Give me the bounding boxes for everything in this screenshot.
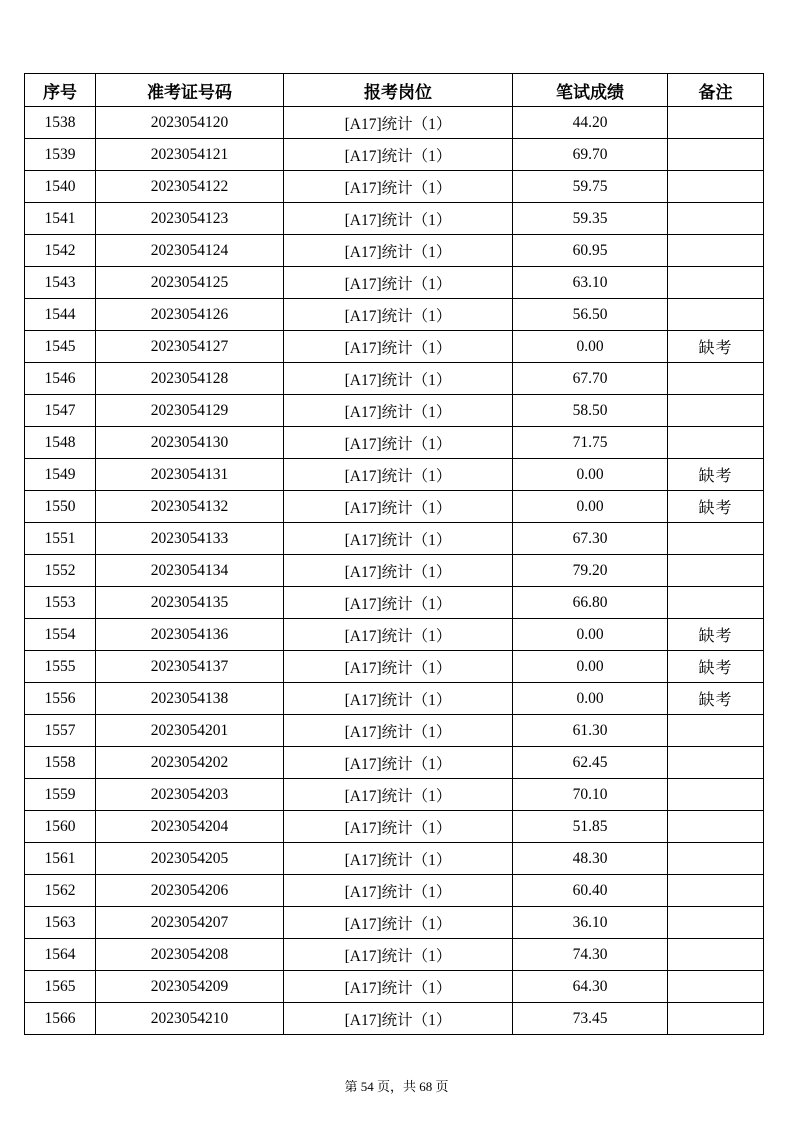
remarks-cell xyxy=(668,299,764,331)
remarks-cell xyxy=(668,107,764,139)
table-row xyxy=(25,651,764,683)
table-row xyxy=(25,555,764,587)
admission-ticket-cell: 2023054135 xyxy=(96,587,284,619)
table-row xyxy=(25,491,764,523)
table-row xyxy=(25,907,764,939)
score-cell: 0.00 xyxy=(513,651,668,683)
score-cell: 60.95 xyxy=(513,235,668,267)
remarks-cell: 缺考 xyxy=(668,619,764,651)
score-cell: 56.50 xyxy=(513,299,668,331)
serial-number-cell: 1550 xyxy=(25,491,96,523)
table-row xyxy=(25,779,764,811)
remarks-cell xyxy=(668,779,764,811)
admission-ticket-cell: 2023054121 xyxy=(96,139,284,171)
remarks-cell xyxy=(668,971,764,1003)
admission-ticket-cell: 2023054210 xyxy=(96,1003,284,1035)
admission-ticket-cell: 2023054128 xyxy=(96,363,284,395)
table-row xyxy=(25,747,764,779)
table-row xyxy=(25,363,764,395)
remarks-cell xyxy=(668,555,764,587)
remarks-cell: 缺考 xyxy=(668,459,764,491)
position-cell: [A17]统计（1） xyxy=(284,171,513,203)
remarks-cell xyxy=(668,1003,764,1035)
position-cell: [A17]统计（1） xyxy=(284,459,513,491)
table-header-row xyxy=(25,74,764,107)
score-cell: 48.30 xyxy=(513,843,668,875)
admission-ticket-cell: 2023054206 xyxy=(96,875,284,907)
score-cell: 71.75 xyxy=(513,427,668,459)
serial-number-cell: 1538 xyxy=(25,107,96,139)
remarks-cell: 缺考 xyxy=(668,331,764,363)
position-cell: [A17]统计（1） xyxy=(284,203,513,235)
admission-ticket-cell: 2023054129 xyxy=(96,395,284,427)
position-cell: [A17]统计（1） xyxy=(284,683,513,715)
serial-number-cell: 1557 xyxy=(25,715,96,747)
admission-ticket-cell: 2023054205 xyxy=(96,843,284,875)
score-cell: 58.50 xyxy=(513,395,668,427)
score-table-container xyxy=(24,73,763,1035)
serial-number-cell: 1554 xyxy=(25,619,96,651)
header-written-score: 笔试成绩 xyxy=(513,74,668,107)
page-footer: 第 54 页，共 68 页 xyxy=(344,1079,449,1094)
remarks-cell xyxy=(668,907,764,939)
admission-ticket-cell: 2023054133 xyxy=(96,523,284,555)
remarks-cell xyxy=(668,587,764,619)
remarks-cell xyxy=(668,939,764,971)
admission-ticket-cell: 2023054124 xyxy=(96,235,284,267)
admission-ticket-cell: 2023054136 xyxy=(96,619,284,651)
admission-ticket-cell: 2023054131 xyxy=(96,459,284,491)
position-cell: [A17]统计（1） xyxy=(284,651,513,683)
position-cell: [A17]统计（1） xyxy=(284,619,513,651)
score-cell: 0.00 xyxy=(513,683,668,715)
header-serial-number: 序号 xyxy=(25,74,96,107)
score-cell: 0.00 xyxy=(513,619,668,651)
serial-number-cell: 1551 xyxy=(25,523,96,555)
remarks-cell: 缺考 xyxy=(668,651,764,683)
remarks-cell xyxy=(668,395,764,427)
table-row xyxy=(25,267,764,299)
table-row xyxy=(25,427,764,459)
position-cell: [A17]统计（1） xyxy=(284,363,513,395)
remarks-cell xyxy=(668,363,764,395)
position-cell: [A17]统计（1） xyxy=(284,331,513,363)
serial-number-cell: 1556 xyxy=(25,683,96,715)
remarks-cell xyxy=(668,523,764,555)
admission-ticket-cell: 2023054201 xyxy=(96,715,284,747)
position-cell: [A17]统计（1） xyxy=(284,875,513,907)
remarks-cell xyxy=(668,267,764,299)
position-cell: [A17]统计（1） xyxy=(284,1003,513,1035)
score-table xyxy=(24,73,764,1035)
admission-ticket-cell: 2023054120 xyxy=(96,107,284,139)
table-row xyxy=(25,459,764,491)
table-row xyxy=(25,875,764,907)
admission-ticket-cell: 2023054132 xyxy=(96,491,284,523)
position-cell: [A17]统计（1） xyxy=(284,139,513,171)
remarks-cell xyxy=(668,747,764,779)
remarks-cell xyxy=(668,875,764,907)
remarks-cell: 缺考 xyxy=(668,491,764,523)
score-cell: 67.30 xyxy=(513,523,668,555)
position-cell: [A17]统计（1） xyxy=(284,235,513,267)
score-cell: 74.30 xyxy=(513,939,668,971)
admission-ticket-cell: 2023054207 xyxy=(96,907,284,939)
serial-number-cell: 1541 xyxy=(25,203,96,235)
position-cell: [A17]统计（1） xyxy=(284,555,513,587)
admission-ticket-cell: 2023054137 xyxy=(96,651,284,683)
table-row xyxy=(25,139,764,171)
score-cell: 60.40 xyxy=(513,875,668,907)
serial-number-cell: 1549 xyxy=(25,459,96,491)
position-cell: [A17]统计（1） xyxy=(284,523,513,555)
table-row xyxy=(25,203,764,235)
position-cell: [A17]统计（1） xyxy=(284,971,513,1003)
serial-number-cell: 1563 xyxy=(25,907,96,939)
serial-number-cell: 1562 xyxy=(25,875,96,907)
score-cell: 69.70 xyxy=(513,139,668,171)
table-row xyxy=(25,395,764,427)
position-cell: [A17]统计（1） xyxy=(284,107,513,139)
serial-number-cell: 1553 xyxy=(25,587,96,619)
table-row xyxy=(25,1003,764,1035)
position-cell: [A17]统计（1） xyxy=(284,587,513,619)
admission-ticket-cell: 2023054134 xyxy=(96,555,284,587)
serial-number-cell: 1547 xyxy=(25,395,96,427)
table-row xyxy=(25,939,764,971)
admission-ticket-cell: 2023054209 xyxy=(96,971,284,1003)
header-applied-position: 报考岗位 xyxy=(284,74,513,107)
header-admission-ticket-number: 准考证号码 xyxy=(96,74,284,107)
serial-number-cell: 1545 xyxy=(25,331,96,363)
serial-number-cell: 1565 xyxy=(25,971,96,1003)
position-cell: [A17]统计（1） xyxy=(284,491,513,523)
score-cell: 59.75 xyxy=(513,171,668,203)
table-row xyxy=(25,107,764,139)
admission-ticket-cell: 2023054122 xyxy=(96,171,284,203)
serial-number-cell: 1552 xyxy=(25,555,96,587)
serial-number-cell: 1548 xyxy=(25,427,96,459)
admission-ticket-cell: 2023054202 xyxy=(96,747,284,779)
remarks-cell xyxy=(668,171,764,203)
position-cell: [A17]统计（1） xyxy=(284,395,513,427)
table-row xyxy=(25,843,764,875)
table-row xyxy=(25,235,764,267)
header-remarks: 备注 xyxy=(668,74,764,107)
remarks-cell xyxy=(668,811,764,843)
admission-ticket-cell: 2023054126 xyxy=(96,299,284,331)
serial-number-cell: 1540 xyxy=(25,171,96,203)
position-cell: [A17]统计（1） xyxy=(284,715,513,747)
remarks-cell xyxy=(668,427,764,459)
table-row xyxy=(25,331,764,363)
score-cell: 44.20 xyxy=(513,107,668,139)
position-cell: [A17]统计（1） xyxy=(284,907,513,939)
score-cell: 36.10 xyxy=(513,907,668,939)
position-cell: [A17]统计（1） xyxy=(284,299,513,331)
serial-number-cell: 1566 xyxy=(25,1003,96,1035)
table-row xyxy=(25,523,764,555)
score-cell: 64.30 xyxy=(513,971,668,1003)
table-row xyxy=(25,715,764,747)
remarks-cell xyxy=(668,203,764,235)
score-cell: 66.80 xyxy=(513,587,668,619)
score-cell: 67.70 xyxy=(513,363,668,395)
score-cell: 61.30 xyxy=(513,715,668,747)
serial-number-cell: 1543 xyxy=(25,267,96,299)
score-cell: 0.00 xyxy=(513,331,668,363)
table-row xyxy=(25,587,764,619)
position-cell: [A17]统计（1） xyxy=(284,811,513,843)
score-cell: 73.45 xyxy=(513,1003,668,1035)
admission-ticket-cell: 2023054208 xyxy=(96,939,284,971)
admission-ticket-cell: 2023054138 xyxy=(96,683,284,715)
remarks-cell: 缺考 xyxy=(668,683,764,715)
table-row xyxy=(25,619,764,651)
admission-ticket-cell: 2023054123 xyxy=(96,203,284,235)
score-cell: 63.10 xyxy=(513,267,668,299)
score-cell: 62.45 xyxy=(513,747,668,779)
table-body xyxy=(25,107,764,1035)
serial-number-cell: 1564 xyxy=(25,939,96,971)
table-row xyxy=(25,683,764,715)
serial-number-cell: 1539 xyxy=(25,139,96,171)
score-cell: 0.00 xyxy=(513,491,668,523)
score-cell: 0.00 xyxy=(513,459,668,491)
table-row xyxy=(25,299,764,331)
serial-number-cell: 1559 xyxy=(25,779,96,811)
admission-ticket-cell: 2023054125 xyxy=(96,267,284,299)
table-row xyxy=(25,971,764,1003)
serial-number-cell: 1542 xyxy=(25,235,96,267)
admission-ticket-cell: 2023054127 xyxy=(96,331,284,363)
admission-ticket-cell: 2023054130 xyxy=(96,427,284,459)
position-cell: [A17]统计（1） xyxy=(284,843,513,875)
remarks-cell xyxy=(668,843,764,875)
serial-number-cell: 1560 xyxy=(25,811,96,843)
serial-number-cell: 1546 xyxy=(25,363,96,395)
position-cell: [A17]统计（1） xyxy=(284,779,513,811)
score-cell: 79.20 xyxy=(513,555,668,587)
score-cell: 59.35 xyxy=(513,203,668,235)
position-cell: [A17]统计（1） xyxy=(284,427,513,459)
serial-number-cell: 1544 xyxy=(25,299,96,331)
remarks-cell xyxy=(668,139,764,171)
position-cell: [A17]统计（1） xyxy=(284,939,513,971)
table-row xyxy=(25,811,764,843)
admission-ticket-cell: 2023054204 xyxy=(96,811,284,843)
serial-number-cell: 1558 xyxy=(25,747,96,779)
serial-number-cell: 1555 xyxy=(25,651,96,683)
serial-number-cell: 1561 xyxy=(25,843,96,875)
remarks-cell xyxy=(668,715,764,747)
score-cell: 51.85 xyxy=(513,811,668,843)
score-cell: 70.10 xyxy=(513,779,668,811)
remarks-cell xyxy=(668,235,764,267)
position-cell: [A17]统计（1） xyxy=(284,747,513,779)
position-cell: [A17]统计（1） xyxy=(284,267,513,299)
admission-ticket-cell: 2023054203 xyxy=(96,779,284,811)
table-row xyxy=(25,171,764,203)
